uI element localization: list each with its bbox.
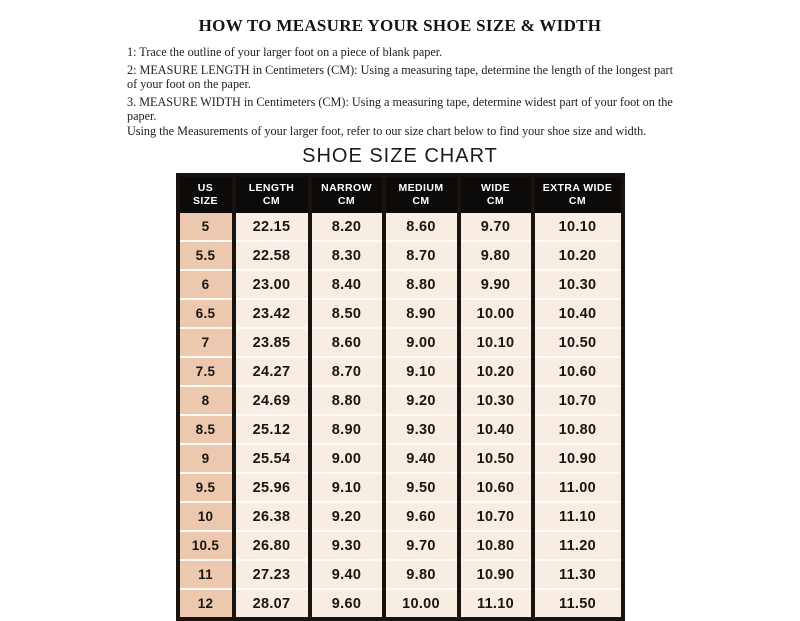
length-cell: 26.80 bbox=[234, 531, 310, 560]
medium-cell: 9.00 bbox=[384, 328, 459, 357]
medium-cell: 9.50 bbox=[384, 473, 459, 502]
extra_wide-cell: 10.50 bbox=[533, 328, 623, 357]
column-header-medium bbox=[384, 175, 459, 213]
table-row bbox=[178, 444, 623, 473]
column-header-label: NARROW bbox=[321, 182, 372, 194]
extra_wide-cell: 10.80 bbox=[533, 415, 623, 444]
extra_wide-cell: 10.60 bbox=[533, 357, 623, 386]
us-size-cell: 5 bbox=[178, 213, 234, 241]
length-cell: 25.96 bbox=[234, 473, 310, 502]
wide-cell: 10.00 bbox=[459, 299, 533, 328]
wide-cell: 10.10 bbox=[459, 328, 533, 357]
table-row bbox=[178, 357, 623, 386]
length-cell: 24.27 bbox=[234, 357, 310, 386]
length-cell: 25.54 bbox=[234, 444, 310, 473]
wide-cell: 9.90 bbox=[459, 270, 533, 299]
chart-title: SHOE SIZE CHART bbox=[302, 145, 498, 167]
extra_wide-cell: 10.30 bbox=[533, 270, 623, 299]
narrow-cell: 9.10 bbox=[310, 473, 384, 502]
narrow-cell: 8.80 bbox=[310, 386, 384, 415]
column-header-label: WIDE bbox=[480, 182, 510, 194]
narrow-cell: 9.40 bbox=[310, 560, 384, 589]
instruction-step-3: 3. MEASURE WIDTH in Centimeters (CM): Using a measuring tape, determine widest part of your foot on the paper. bbox=[127, 94, 673, 123]
length-cell: 27.23 bbox=[234, 560, 310, 589]
us-size-cell: 5.5 bbox=[178, 241, 234, 270]
extra_wide-cell: 11.00 bbox=[533, 473, 623, 502]
wide-cell: 11.10 bbox=[459, 589, 533, 619]
us-size-cell: 8.5 bbox=[178, 415, 234, 444]
length-cell: 26.38 bbox=[234, 502, 310, 531]
length-cell: 22.15 bbox=[234, 213, 310, 241]
us-size-cell: 9.5 bbox=[178, 473, 234, 502]
column-header-unit: CM bbox=[262, 195, 281, 207]
extra_wide-cell: 10.70 bbox=[533, 386, 623, 415]
length-cell: 28.07 bbox=[234, 589, 310, 619]
us-size-cell: 7 bbox=[178, 328, 234, 357]
wide-cell: 10.60 bbox=[459, 473, 533, 502]
us-size-cell: 11 bbox=[178, 560, 234, 589]
column-header-unit: CM bbox=[568, 195, 587, 207]
table-row bbox=[178, 299, 623, 328]
page-title: HOW TO MEASURE YOUR SHOE SIZE & WIDTH bbox=[198, 16, 602, 35]
column-header-label: EXTRA WIDE bbox=[542, 182, 613, 194]
length-cell: 25.12 bbox=[234, 415, 310, 444]
medium-cell: 8.80 bbox=[384, 270, 459, 299]
table-row bbox=[178, 270, 623, 299]
length-cell: 23.42 bbox=[234, 299, 310, 328]
medium-cell: 9.40 bbox=[384, 444, 459, 473]
table-row bbox=[178, 386, 623, 415]
table-row bbox=[178, 560, 623, 589]
table-row bbox=[178, 328, 623, 357]
column-header-unit: CM bbox=[486, 195, 505, 207]
medium-cell: 9.80 bbox=[384, 560, 459, 589]
size-chart-table bbox=[176, 173, 625, 621]
us-size-cell: 12 bbox=[178, 589, 234, 619]
extra_wide-cell: 11.30 bbox=[533, 560, 623, 589]
column-header-label: LENGTH bbox=[248, 182, 295, 194]
narrow-cell: 8.90 bbox=[310, 415, 384, 444]
narrow-cell: 9.20 bbox=[310, 502, 384, 531]
extra_wide-cell: 10.90 bbox=[533, 444, 623, 473]
table-row bbox=[178, 415, 623, 444]
us-size-cell: 8 bbox=[178, 386, 234, 415]
size-chart-body bbox=[178, 213, 623, 619]
instructions bbox=[127, 45, 675, 138]
column-header-wide bbox=[459, 175, 533, 213]
column-header-unit: CM bbox=[337, 195, 356, 207]
medium-cell: 10.00 bbox=[384, 589, 459, 619]
size-chart-header bbox=[178, 175, 623, 213]
column-header-label: US bbox=[197, 182, 214, 194]
narrow-cell: 8.40 bbox=[310, 270, 384, 299]
us-size-cell: 10.5 bbox=[178, 531, 234, 560]
instruction-step-1: 1: Trace the outline of your larger foot on a piece of blank paper. bbox=[127, 45, 443, 59]
wide-cell: 9.70 bbox=[459, 213, 533, 241]
extra_wide-cell: 11.50 bbox=[533, 589, 623, 619]
narrow-cell: 8.30 bbox=[310, 241, 384, 270]
extra_wide-cell: 10.40 bbox=[533, 299, 623, 328]
narrow-cell: 9.60 bbox=[310, 589, 384, 619]
wide-cell: 10.80 bbox=[459, 531, 533, 560]
instruction-step-2: 2: MEASURE LENGTH in Centimeters (CM): Using a measuring tape, determine the length of the longest part of your foot on the paper. bbox=[127, 62, 673, 91]
length-cell: 24.69 bbox=[234, 386, 310, 415]
narrow-cell: 8.50 bbox=[310, 299, 384, 328]
column-header-unit: CM bbox=[412, 195, 430, 207]
length-cell: 23.00 bbox=[234, 270, 310, 299]
table-row bbox=[178, 502, 623, 531]
wide-cell: 10.30 bbox=[459, 386, 533, 415]
narrow-cell: 8.70 bbox=[310, 357, 384, 386]
column-header-us bbox=[178, 175, 234, 213]
us-size-cell: 9 bbox=[178, 444, 234, 473]
medium-cell: 8.70 bbox=[384, 241, 459, 270]
us-size-cell: 6.5 bbox=[178, 299, 234, 328]
medium-cell: 8.60 bbox=[384, 213, 459, 241]
extra_wide-cell: 11.10 bbox=[533, 502, 623, 531]
medium-cell: 9.70 bbox=[384, 531, 459, 560]
medium-cell: 9.60 bbox=[384, 502, 459, 531]
medium-cell: 8.90 bbox=[384, 299, 459, 328]
table-row bbox=[178, 473, 623, 502]
column-header-extra_wide bbox=[533, 175, 623, 213]
table-row bbox=[178, 241, 623, 270]
wide-cell: 10.70 bbox=[459, 502, 533, 531]
column-header-label: MEDIUM bbox=[398, 182, 444, 194]
table-row bbox=[178, 589, 623, 619]
header-row bbox=[178, 175, 623, 213]
medium-cell: 9.10 bbox=[384, 357, 459, 386]
wide-cell: 10.20 bbox=[459, 357, 533, 386]
wide-cell: 10.40 bbox=[459, 415, 533, 444]
instruction-note: Using the Measurements of your larger foot, refer to our size chart below to find your shoe size and width. bbox=[127, 123, 647, 138]
extra_wide-cell: 10.10 bbox=[533, 213, 623, 241]
length-cell: 22.58 bbox=[234, 241, 310, 270]
narrow-cell: 8.20 bbox=[310, 213, 384, 241]
column-header-narrow bbox=[310, 175, 384, 213]
wide-cell: 9.80 bbox=[459, 241, 533, 270]
column-header-unit: SIZE bbox=[193, 195, 218, 207]
column-header-length bbox=[234, 175, 310, 213]
us-size-cell: 10 bbox=[178, 502, 234, 531]
table-row bbox=[178, 213, 623, 241]
us-size-cell: 7.5 bbox=[178, 357, 234, 386]
wide-cell: 10.50 bbox=[459, 444, 533, 473]
table-row bbox=[178, 531, 623, 560]
medium-cell: 9.30 bbox=[384, 415, 459, 444]
extra_wide-cell: 11.20 bbox=[533, 531, 623, 560]
narrow-cell: 9.00 bbox=[310, 444, 384, 473]
narrow-cell: 9.30 bbox=[310, 531, 384, 560]
length-cell: 23.85 bbox=[234, 328, 310, 357]
us-size-cell: 6 bbox=[178, 270, 234, 299]
wide-cell: 10.90 bbox=[459, 560, 533, 589]
narrow-cell: 8.60 bbox=[310, 328, 384, 357]
medium-cell: 9.20 bbox=[384, 386, 459, 415]
extra_wide-cell: 10.20 bbox=[533, 241, 623, 270]
